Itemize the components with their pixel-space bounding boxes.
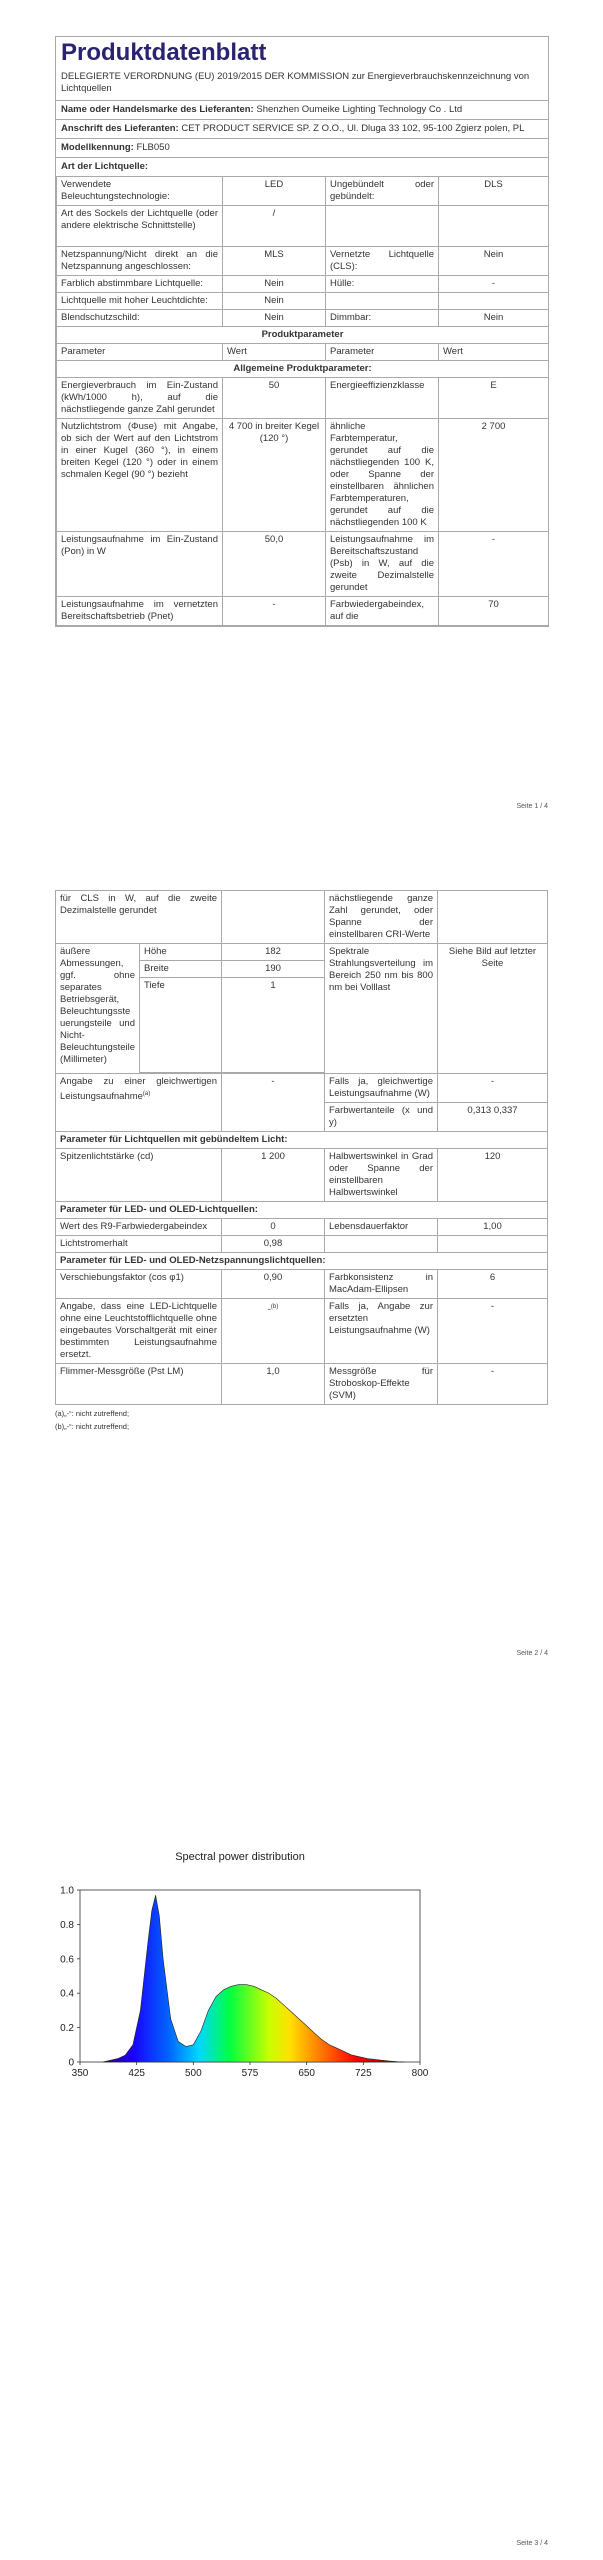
table-row bbox=[56, 1270, 548, 1299]
y-tick-labels bbox=[60, 1886, 80, 2069]
x-tick-label: 575 bbox=[241, 2068, 259, 2079]
param-value: - bbox=[439, 532, 549, 597]
param-cell: Farbwiedergabeindex, auf die bbox=[326, 597, 439, 626]
spd-area bbox=[103, 1895, 405, 2062]
table-row bbox=[57, 310, 549, 327]
type-cell: Farblich abstimmbare Lichtquelle: bbox=[57, 276, 223, 293]
type-cell bbox=[326, 206, 439, 247]
table-row bbox=[56, 1299, 548, 1364]
stroboscopic-value: - bbox=[438, 1364, 548, 1405]
param-cell: Leistungsaufnahme im Bereitschaftszustand (Psb) in W, auf die zweite Dezimalstelle gerundet bbox=[326, 532, 439, 597]
table-row bbox=[57, 293, 549, 310]
type-cell: Vernetzte Lichtquelle (CLS): bbox=[326, 247, 439, 276]
type-cell: Ungebündelt oder gebündelt: bbox=[326, 177, 439, 206]
type-cell: LED bbox=[223, 177, 326, 206]
type-cell: Art des Sockels der Lichtquelle (oder andere elektrische Schnittstelle) bbox=[57, 206, 223, 247]
table-row bbox=[57, 327, 549, 344]
supplier-name-row bbox=[56, 101, 548, 120]
table-row bbox=[57, 378, 549, 419]
table-row bbox=[56, 1149, 548, 1202]
spectral-chart bbox=[40, 1840, 440, 2110]
datasheet-page-1 bbox=[55, 36, 549, 627]
page-2 bbox=[0, 830, 603, 1690]
maintenance-label: Lichtstromerhalt bbox=[56, 1236, 222, 1253]
flicker-label: Flimmer-Messgröße (Pst LM) bbox=[56, 1364, 222, 1405]
x-tick-label: 650 bbox=[298, 2068, 316, 2079]
empty-cell bbox=[438, 1236, 548, 1253]
x-tick-labels bbox=[72, 2062, 429, 2079]
x-tick-label: 800 bbox=[411, 2068, 429, 2079]
beam-angle-value: 120 bbox=[438, 1149, 548, 1202]
y-tick-label: 0 bbox=[68, 2057, 74, 2069]
param-cell: ähnliche Farbtemperatur, gerundet auf die nächstliegenden 100 K, oder Spanne der einstellbaren ähnlichen Farbtemperaturen, gerundet auf die nächstliegenden 100 K bbox=[326, 419, 439, 532]
page-1 bbox=[0, 0, 603, 830]
y-tick-label: 0.8 bbox=[60, 1919, 74, 1931]
replacement2-label: Falls ja, Angabe zur ersetzten Leistungsaufnahme (W) bbox=[325, 1299, 438, 1364]
param-value: 4 700 in breiter Kegel (120 °) bbox=[223, 419, 326, 532]
dimensions-label: äußere Abmessungen, ggf. ohne separates Betriebsgerät, Beleuchtungssteuerungsteile und Nicht-Beleuchtungsteile (Millimeter) bbox=[56, 944, 140, 1074]
flicker-value: 1,0 bbox=[222, 1364, 325, 1405]
table-row bbox=[57, 247, 549, 276]
y-tick-label: 0.6 bbox=[60, 1954, 74, 1966]
col-header: Wert bbox=[439, 344, 549, 361]
params-table-continued bbox=[55, 890, 548, 1405]
type-cell: - bbox=[439, 276, 549, 293]
param-value: 50,0 bbox=[223, 532, 326, 597]
regulation-intro: DELEGIERTE VERORDNUNG (EU) 2019/2015 DER KOMMISSION zur Energieverbrauchskennzeichnung von Lichtquellen bbox=[56, 67, 548, 101]
page-footer: Seite 1 / 4 bbox=[516, 803, 548, 810]
lifetime-value: 1,00 bbox=[438, 1219, 548, 1236]
stroboscopic-label: Messgröße für Stroboskop-Effekte (SVM) bbox=[325, 1364, 438, 1405]
chromaticity-value: 0,313 0,337 bbox=[438, 1103, 548, 1132]
dim-height-value: 182 bbox=[222, 944, 325, 961]
spd-label: Spektrale Strahlungsverteilung im Bereich 250 nm bis 800 nm bei Volllast bbox=[325, 944, 438, 1074]
x-tick-label: 500 bbox=[184, 2068, 202, 2079]
general-params-heading: Allgemeine Produktparameter: bbox=[57, 361, 549, 378]
table-row bbox=[56, 944, 548, 961]
type-table bbox=[56, 176, 549, 626]
supplier-name-label: Name oder Handelsmarke des Lieferanten: bbox=[61, 104, 254, 115]
footnotes bbox=[55, 1405, 547, 1433]
col-header: Parameter bbox=[57, 344, 223, 361]
beam-angle-label: Halbwertswinkel in Grad oder Spanne der einstellbaren Halbwertswinkel bbox=[325, 1149, 438, 1202]
param-cell: Energieeffizienzklasse bbox=[326, 378, 439, 419]
x-tick-label: 725 bbox=[354, 2068, 372, 2079]
equivalent-power-label bbox=[56, 1074, 222, 1132]
r9-value: 0 bbox=[222, 1219, 325, 1236]
replacement-value-text: - bbox=[267, 1304, 271, 1316]
macadam-value: 6 bbox=[438, 1270, 548, 1299]
equivalent-power-value: - bbox=[222, 1074, 325, 1132]
table-row bbox=[56, 1253, 548, 1270]
footnote-ref: (a) bbox=[142, 1091, 151, 1097]
supplier-address-value: CET PRODUCT SERVICE SP. Z O.O., Ul. Dluga 33 102, 95-100 Zgierz polen, PL bbox=[181, 123, 525, 134]
param-cell: nächstliegende ganze Zahl gerundet, oder Spanne der einstellbaren CRI-Werte bbox=[325, 891, 438, 944]
table-row bbox=[56, 1219, 548, 1236]
table-row bbox=[56, 1202, 548, 1219]
section-heading: Parameter für LED- und OLED-Netzspannungslichtquellen: bbox=[56, 1253, 548, 1270]
r9-label: Wert des R9-Farbwiedergabeindex bbox=[56, 1219, 222, 1236]
type-label: Art der Lichtquelle: bbox=[61, 161, 149, 172]
params-heading: Produktparameter bbox=[57, 327, 549, 344]
table-row bbox=[57, 344, 549, 361]
type-cell: Dimmbar: bbox=[326, 310, 439, 327]
type-cell: DLS bbox=[439, 177, 549, 206]
type-cell: Nein bbox=[223, 310, 326, 327]
spd-value: Siehe Bild auf letzter Seite bbox=[438, 944, 548, 1074]
type-cell: Nein bbox=[223, 293, 326, 310]
table-row bbox=[57, 361, 549, 378]
model-value: FLB050 bbox=[136, 142, 170, 153]
empty-cell bbox=[325, 1236, 438, 1253]
table-row bbox=[56, 891, 548, 944]
table-row bbox=[56, 1236, 548, 1253]
param-value: E bbox=[439, 378, 549, 419]
table-row bbox=[57, 419, 549, 532]
param-cell: Leistungsaufnahme im Ein-Zustand (Pon) in W bbox=[57, 532, 223, 597]
footnote-b: (b)„-“: nicht zutreffend; bbox=[55, 1422, 130, 1431]
param-cell: Energieverbrauch im Ein-Zustand (kWh/1000 h), auf die nächstliegende ganze Zahl gerundet bbox=[57, 378, 223, 419]
table-row bbox=[56, 1074, 548, 1103]
type-cell: Hülle: bbox=[326, 276, 439, 293]
dim-width-label: Breite bbox=[140, 961, 222, 978]
y-tick-label: 0.4 bbox=[60, 1988, 74, 2000]
param-value: 70 bbox=[439, 597, 549, 626]
dim-height-label: Höhe bbox=[140, 944, 222, 961]
page-footer: Seite 2 / 4 bbox=[516, 1650, 548, 1657]
chromaticity-label: Farbwertanteile (x und y) bbox=[325, 1103, 438, 1132]
replacement-value bbox=[222, 1299, 325, 1364]
param-value: 50 bbox=[223, 378, 326, 419]
footnote-ref: (b) bbox=[270, 1304, 279, 1310]
type-cell: Nein bbox=[439, 310, 549, 327]
peak-intensity-label: Spitzenlichtstärke (cd) bbox=[56, 1149, 222, 1202]
page-footer: Seite 3 / 4 bbox=[516, 2540, 548, 2547]
type-cell bbox=[439, 293, 549, 310]
chart-title: Spectral power distribution bbox=[175, 1851, 305, 1863]
maintenance-value: 0,98 bbox=[222, 1236, 325, 1253]
macadam-label: Farbkonsistenz in MacAdam-Ellipsen bbox=[325, 1270, 438, 1299]
cos-label: Verschiebungsfaktor (cos φ1) bbox=[56, 1270, 222, 1299]
cos-value: 0,90 bbox=[222, 1270, 325, 1299]
col-header: Parameter bbox=[326, 344, 439, 361]
replacement2-value: - bbox=[438, 1299, 548, 1364]
section-heading: Parameter für Lichtquellen mit gebündeltem Licht: bbox=[56, 1132, 548, 1149]
table-row bbox=[57, 532, 549, 597]
section-heading: Parameter für LED- und OLED-Lichtquellen: bbox=[56, 1202, 548, 1219]
supplier-name-value: Shenzhen Oumeike Lighting Technology Co . Ltd bbox=[256, 104, 463, 115]
replacement-label: Angabe, dass eine LED-Lichtquelle ohne eine Leuchtstofflichtquelle ohne eingebautes Vorschaltgerät mit einer bestimmten Leistungsaufnahme ersetzt. bbox=[56, 1299, 222, 1364]
x-tick-label: 350 bbox=[71, 2068, 89, 2079]
footnote-a: (a)„-“: nicht zutreffend; bbox=[55, 1409, 130, 1418]
dim-depth-label: Tiefe bbox=[140, 978, 222, 1073]
param-cell: Nutzlichtstrom (Φuse) mit Angabe, ob sich der Wert auf den Lichtstrom in einer Kugel (360 °), in einem breiten Kegel (120 °) oder in einem schmalen Kegel (90 °) bezieht bbox=[57, 419, 223, 532]
table-row bbox=[56, 1364, 548, 1405]
page-3 bbox=[0, 1690, 603, 2560]
type-cell: Nein bbox=[439, 247, 549, 276]
table-row bbox=[57, 206, 549, 247]
equivalent-power2-value: - bbox=[438, 1074, 548, 1103]
type-heading bbox=[56, 158, 548, 176]
peak-intensity-value: 1 200 bbox=[222, 1149, 325, 1202]
lifetime-label: Lebensdauerfaktor bbox=[325, 1219, 438, 1236]
page-title: Produktdatenblatt bbox=[61, 39, 267, 66]
y-tick-label: 0.2 bbox=[60, 2023, 74, 2035]
dim-depth-value: 1 bbox=[222, 978, 325, 1073]
param-cell: für CLS in W, auf die zweite Dezimalstelle gerundet bbox=[56, 891, 222, 944]
supplier-address-label: Anschrift des Lieferanten: bbox=[61, 123, 179, 134]
datasheet-page-2 bbox=[55, 890, 547, 1433]
param-cell: Leistungsaufnahme im vernetzten Bereitschaftsbetrieb (Pnet) bbox=[57, 597, 223, 626]
param-value: 2 700 bbox=[439, 419, 549, 532]
x-tick-label: 425 bbox=[128, 2068, 146, 2079]
table-row bbox=[57, 177, 549, 206]
type-cell bbox=[439, 206, 549, 247]
equivalent-power-text: Angabe zu einer gleichwertigen Leistungsaufnahme bbox=[60, 1076, 217, 1103]
type-cell: Blendschutzschild: bbox=[57, 310, 223, 327]
model-row bbox=[56, 139, 548, 158]
table-row bbox=[57, 597, 549, 626]
type-cell: Verwendete Beleuchtungstechnologie: bbox=[57, 177, 223, 206]
dim-width-value: 190 bbox=[222, 961, 325, 978]
table-row bbox=[57, 276, 549, 293]
param-value: - bbox=[223, 597, 326, 626]
type-cell: / bbox=[223, 206, 326, 247]
model-label: Modellkennung: bbox=[61, 142, 134, 153]
type-cell: MLS bbox=[223, 247, 326, 276]
type-cell: Lichtquelle mit hoher Leuchtdichte: bbox=[57, 293, 223, 310]
param-value bbox=[438, 891, 548, 944]
equivalent-power2-label: Falls ja, gleichwertige Leistungsaufnahme (W) bbox=[325, 1074, 438, 1103]
type-cell: Netzspannung/Nicht direkt an die Netzspannung angeschlossen: bbox=[57, 247, 223, 276]
table-row bbox=[56, 1132, 548, 1149]
supplier-address-row bbox=[56, 120, 548, 139]
y-tick-label: 1.0 bbox=[60, 1885, 74, 1897]
type-cell bbox=[326, 293, 439, 310]
param-value bbox=[222, 891, 325, 944]
type-cell: Nein bbox=[223, 276, 326, 293]
col-header: Wert bbox=[223, 344, 326, 361]
